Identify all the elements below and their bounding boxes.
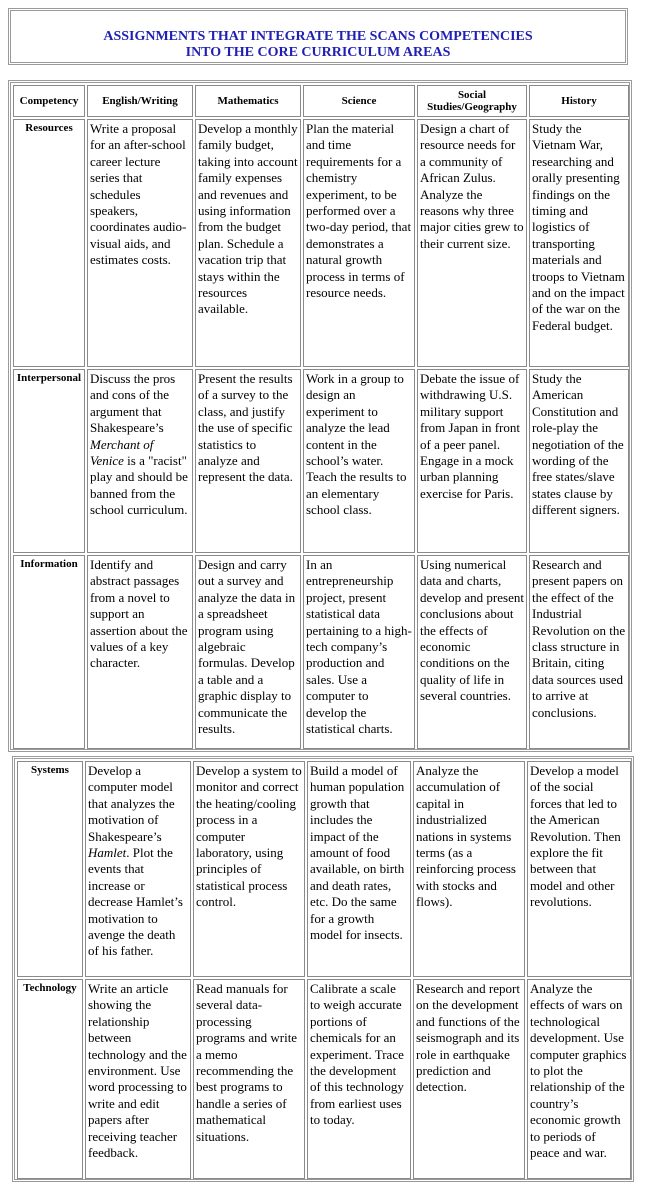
cell-information-history [529, 555, 629, 749]
cell-information-math [195, 555, 301, 749]
cell-resources-social [417, 119, 527, 367]
cell-systems-social [413, 761, 525, 977]
col-header-history: History [529, 85, 629, 117]
cell-text: Build a model of human population growth that includes the impact of the amount of food available, on birth and death rates, etc. Do the same for a growth model for insects. [310, 763, 405, 943]
cell-text: Read manuals for several data-processing programs and write a memo recommending the best programs to handle a series of mathematical situations. [196, 981, 298, 1144]
cell-resources-math [195, 119, 301, 367]
competency-table-upper [8, 80, 632, 752]
cell-text: Using numerical data and charts, develop and present conclusions about the effects of economic conditions on the quality of life in several countries. [420, 557, 524, 704]
cell-text: Research and present papers on the effect of the Industrial Revolution on the class structure in Britain, citing data sources used to arrive at conclusions. [532, 557, 626, 720]
cell-text: Develop a system to monitor and correct the heating/cooling process in a computer laboratory, using principles of statistical process control. [196, 763, 302, 910]
cell-text: Work in a group to design an experiment to analyze the lead content in the school’s water. Teach the results to an elementary school class. [306, 371, 407, 518]
cell-text: Develop a computer model that analyzes the motivation of Shakespeare’s [88, 763, 175, 844]
title-line-1: ASSIGNMENTS THAT INTEGRATE THE SCANS COMPETENCIES [103, 29, 533, 44]
cell-text: Discuss the pros and cons of the argument that Shakespeare’s [90, 371, 176, 436]
cell-text: Study the American Constitution and role-play the negotiation of the wording of the free states/slave states clause by different signers. [532, 371, 624, 518]
cell-text: Present the results of a survey to the class, and justify the use of specific statistics to analyze and represent the data. [198, 371, 293, 485]
col-header-science: Science [303, 85, 415, 117]
cell-interpersonal-social [417, 369, 527, 553]
cell-title-italic: Merchant of Venice [90, 436, 154, 469]
competency-table-lower [12, 756, 634, 1182]
col-header-mathematics: Mathematics [195, 85, 301, 117]
cell-text: Write an article showing the relationship between technology and the environment. Use word processing to write and edit papers after receiving teacher feedback. [88, 981, 187, 1161]
cell-technology-science [307, 979, 411, 1179]
cell-interpersonal-history [529, 369, 629, 553]
cell-information-science [303, 555, 415, 749]
cell-interpersonal-english [87, 369, 193, 553]
cell-information-english [87, 555, 193, 749]
title-line-2: INTO THE CORE CURRICULUM AREAS [185, 45, 451, 60]
cell-systems-english [85, 761, 191, 977]
col-header-competency: Competency [13, 85, 85, 117]
page-title [11, 29, 625, 61]
cell-technology-math [193, 979, 305, 1179]
cell-resources-science [303, 119, 415, 367]
row-header-technology: Technology [17, 979, 83, 1179]
cell-text: In an entrepreneurship project, present statistical data pertaining to a high-tech company’s production and sales. Use a computer to develop the statistical charts. [306, 557, 412, 737]
cell-text: Develop a model of the social forces that led to the American Revolution. Then explore the fit between that model and other revolutions. [530, 763, 621, 910]
row-header-systems: Systems [17, 761, 83, 977]
cell-technology-social [413, 979, 525, 1179]
title-box [8, 8, 628, 65]
col-header-social-studies: Social Studies/Geography [417, 85, 527, 117]
cell-text: Analyze the accumulation of capital in industrialized nations in systems terms (as a reinforcing process with stocks and flows). [416, 763, 516, 910]
cell-technology-history [527, 979, 631, 1179]
cell-interpersonal-math [195, 369, 301, 553]
cell-information-social [417, 555, 527, 749]
cell-technology-english [85, 979, 191, 1179]
row-header-information: Information [13, 555, 85, 749]
cell-interpersonal-science [303, 369, 415, 553]
cell-text: Study the Vietnam War, researching and orally presenting findings on the timing and logistics of transporting materials and troops to Vietnam and on the impact of the war on the Federal budget. [532, 121, 625, 333]
cell-text: is a "racist" play and should be banned from the school curriculum. [90, 453, 188, 518]
cell-systems-math [193, 761, 305, 977]
cell-text: Design and carry out a survey and analyze the data in a spreadsheet program using algebraic formulas. Develop a table and a graphic display to communicate the results. [198, 557, 296, 737]
cell-text: Analyze the effects of wars on technological development. Use computer graphics to plot the relationship of the country’s economic growth to periods of peace and war. [530, 981, 627, 1161]
row-header-interpersonal: Interpersonal [13, 369, 85, 553]
cell-systems-history [527, 761, 631, 977]
cell-text: Calibrate a scale to weigh accurate portions of chemicals for an experiment. Trace the development of this technology from earliest uses to today. [310, 981, 404, 1128]
cell-text: Design a chart of resource needs for a community of African Zulus. Analyze the reasons why three major cities grew to their current size. [420, 121, 524, 251]
cell-text: Plan the material and time requirements for a chemistry experiment, to be performed over a two-day period, that demonstrates a natural growth process in terms of resource needs. [306, 121, 412, 301]
cell-text: Debate the issue of withdrawing U.S. military support from Japan in front of a peer panel. Engage in a mock urban planning exercise for Paris. [420, 371, 521, 501]
cell-resources-history [529, 119, 629, 367]
cell-text: . Plot the events that increase or decrease Hamlet’s motivation to avenge the death of his father. [88, 845, 183, 959]
cell-text: Research and report on the development and functions of the seismograph and its role in earthquake prediction and detection. [416, 981, 520, 1095]
cell-text: Develop a monthly family budget, taking into account family expenses and revenues and using information from the budget plan. Schedule a vacation trip that stays within the resources available. [198, 121, 298, 317]
col-header-english: English/Writing [87, 85, 193, 117]
cell-resources-english [87, 119, 193, 367]
cell-title-italic: Hamlet [88, 845, 127, 861]
cell-systems-science [307, 761, 411, 977]
cell-text: Write a proposal for an after-school career lecture series that schedules speakers, coordinates audio-visual aids, and estimates costs. [90, 121, 187, 268]
cell-text: Identify and abstract passages from a novel to support an assertion about the values of a key character. [90, 557, 188, 671]
row-header-resources: Resources [13, 119, 85, 367]
